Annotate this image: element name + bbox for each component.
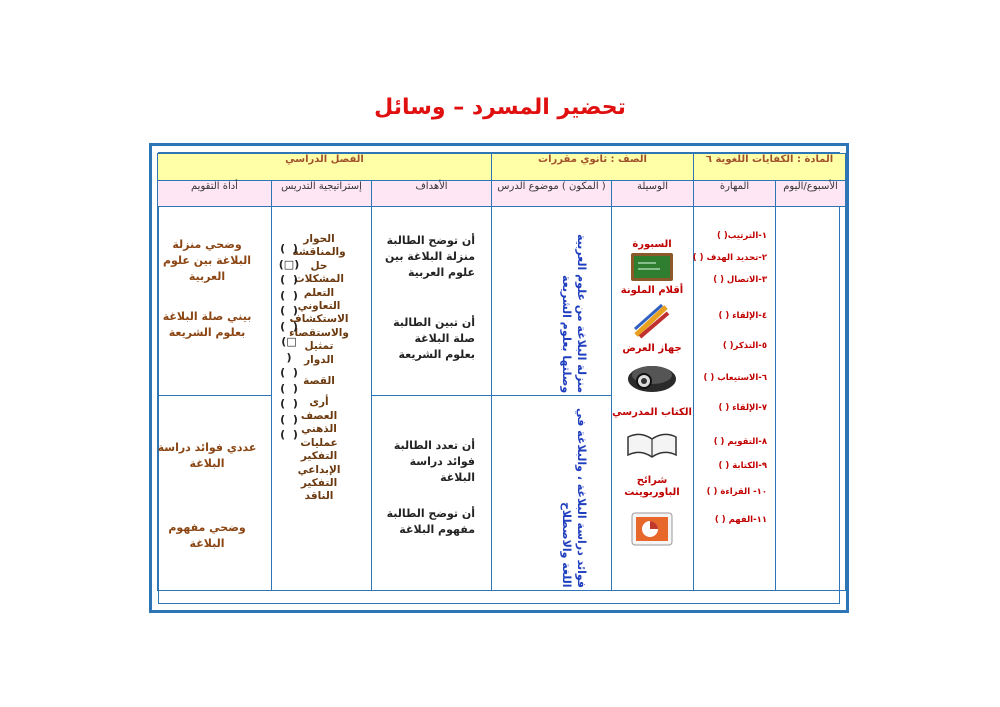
semester-label: الفصل الدراسي (158, 154, 492, 181)
skill-item: ٦-الاستيعاب ( ) (703, 373, 768, 383)
tool-book-label: الكتاب المدرسي (612, 407, 692, 418)
strategy-item: عمليات التفكير (300, 436, 338, 463)
topic-cell-2 (492, 396, 612, 591)
objective-4: أن توضح الطالبة مفهوم البلاغة (386, 507, 476, 536)
skill-item: ٥-التذكر( ) (722, 341, 768, 351)
chalkboard-icon (630, 252, 674, 282)
subject-label: المادة : الكفايات اللغوية ٦ (694, 154, 846, 181)
skill-item: ١-الترتيب( ) (717, 231, 768, 241)
objective-2: أن تبين الطالبة صلة البلاغة بعلوم الشريعة (393, 316, 476, 361)
grade-label: الصف : ثانوي مقررات (492, 154, 694, 181)
objective-3: أن تعدد الطالبة فوائد دراسة البلاغة (393, 439, 476, 484)
strategy-item: أرى (309, 396, 329, 409)
col-topic: ( المكون ) موضوع الدرس (492, 181, 612, 207)
topic-2: فوائد دراسة البلاغة ، والبلاغة في اللغة والاصطلاح (560, 408, 589, 588)
strategy-item: الإبداعي (297, 463, 341, 476)
strategy-item: الحوار (303, 233, 335, 245)
colored-pencils-icon (632, 301, 672, 339)
skill-item: ٣-الاتصال ( ) (713, 275, 768, 285)
tool-pens-label: أقلام الملونة (620, 285, 684, 296)
skill-item: ٩-الكتابة ( ) (718, 461, 768, 471)
topic-cell-1 (492, 207, 612, 396)
col-assessment: أداة التقويم (158, 181, 272, 207)
powerpoint-icon (630, 509, 674, 547)
strategy-item: حل المشكلات (294, 259, 344, 286)
skill-item: ٤-الإلقاء ( ) (718, 311, 768, 321)
assessment-cell-1 (158, 207, 272, 396)
strategy-item: والاستقصاء (289, 326, 349, 339)
strategy-item: تمثيل الدوار (304, 340, 334, 366)
col-strategy: إستراتيجية التدريس (272, 181, 372, 207)
strategy-item: الاستكشاف (289, 313, 349, 326)
strategy-item: القصة (303, 375, 335, 388)
assessment-4: وضحي مفهوم البلاغة (168, 521, 246, 550)
tool-projector-label: جهاز العرض (622, 343, 682, 354)
skills-cell (694, 207, 776, 591)
book-icon (626, 429, 678, 459)
skill-item: ٢-تحديد الهدف ( ) (692, 253, 768, 263)
skill-item: ٧-الإلقاء ( ) (718, 403, 768, 413)
assessment-2: بيني صلة البلاغة بعلوم الشريعة (162, 310, 252, 339)
objectives-cell-2 (372, 396, 492, 591)
col-skill: المهارة (694, 181, 776, 207)
objectives-cell-1 (372, 207, 492, 396)
tools-cell (612, 207, 694, 591)
topic-1: منزلة البلاغة من علوم العربية وصلتها بعلوم الشريعة (560, 233, 589, 393)
strategy-item: العصف الذهني (300, 409, 338, 436)
assessment-1: وضحي منزلة البلاغة بين علوم العربية (162, 238, 252, 283)
strategy-cell (272, 207, 372, 591)
skill-item: ٨-التقويم ( ) (713, 437, 768, 447)
col-week: الأسبوع/اليوم (776, 181, 846, 207)
skill-item: ١١-الفهم ( ) (714, 515, 768, 525)
projector-icon (626, 359, 678, 395)
page-title: تحضير المسرد – وسائل (374, 95, 626, 120)
tool-board-label: السبورة (632, 239, 672, 250)
strategy-item: والمناقشة (292, 246, 346, 259)
skill-item: ١٠- القراءة ( ) (706, 487, 768, 497)
week-cell (776, 207, 846, 591)
strategy-checkboxes: ( ) (□) ( ) ( ) ( ) ( ) □) ( ( ) ( ) ( ) ( ) ( ) (278, 242, 300, 441)
col-tool: الوسيلة (612, 181, 694, 207)
col-objectives: الأهداف (372, 181, 492, 207)
strategy-item: التعلم التعاوني (297, 286, 341, 313)
tool-slides-label: شرائح الباوربوينت (624, 475, 680, 498)
objective-1: أن توضح الطالبة منزلة البلاغة بين علوم العربية (384, 234, 476, 279)
strategy-item: التفكير الناقد (300, 476, 338, 503)
lesson-plan-table (157, 153, 846, 591)
assessment-cell-2 (158, 396, 272, 591)
assessment-3: عددي فوائد دراسة البلاغة (157, 441, 257, 470)
